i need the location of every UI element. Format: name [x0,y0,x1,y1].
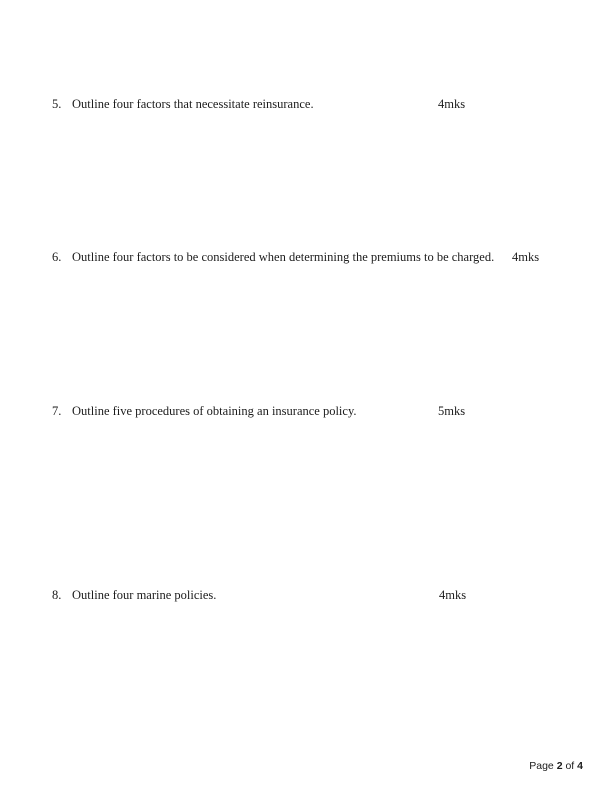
question-number: 6. [52,250,62,264]
question-text: Outline five procedures of obtaining an insurance policy. [72,404,357,418]
page-footer [529,760,583,773]
question-marks: 4mks [438,97,466,111]
question-marks: 4mks [512,250,540,264]
question-row [0,97,612,113]
question-text: Outline four factors that necessitate reinsurance. [72,97,314,111]
question-text: Outline four factors to be considered when determining the premiums to be charged. [72,250,495,264]
footer-page-label: Page [529,760,554,772]
footer-page-current: 2 [556,760,563,772]
question-number: 8. [52,588,62,602]
question-number: 5. [52,97,62,111]
question-text: Outline four marine policies. [72,588,217,602]
footer-of-label: of [565,760,575,772]
question-row [0,404,612,420]
question-row [0,250,612,266]
question-marks: 4mks [439,588,467,602]
question-marks: 5mks [438,404,466,418]
footer-page-total: 4 [577,760,583,772]
question-row [0,588,612,604]
question-number: 7. [52,404,62,418]
